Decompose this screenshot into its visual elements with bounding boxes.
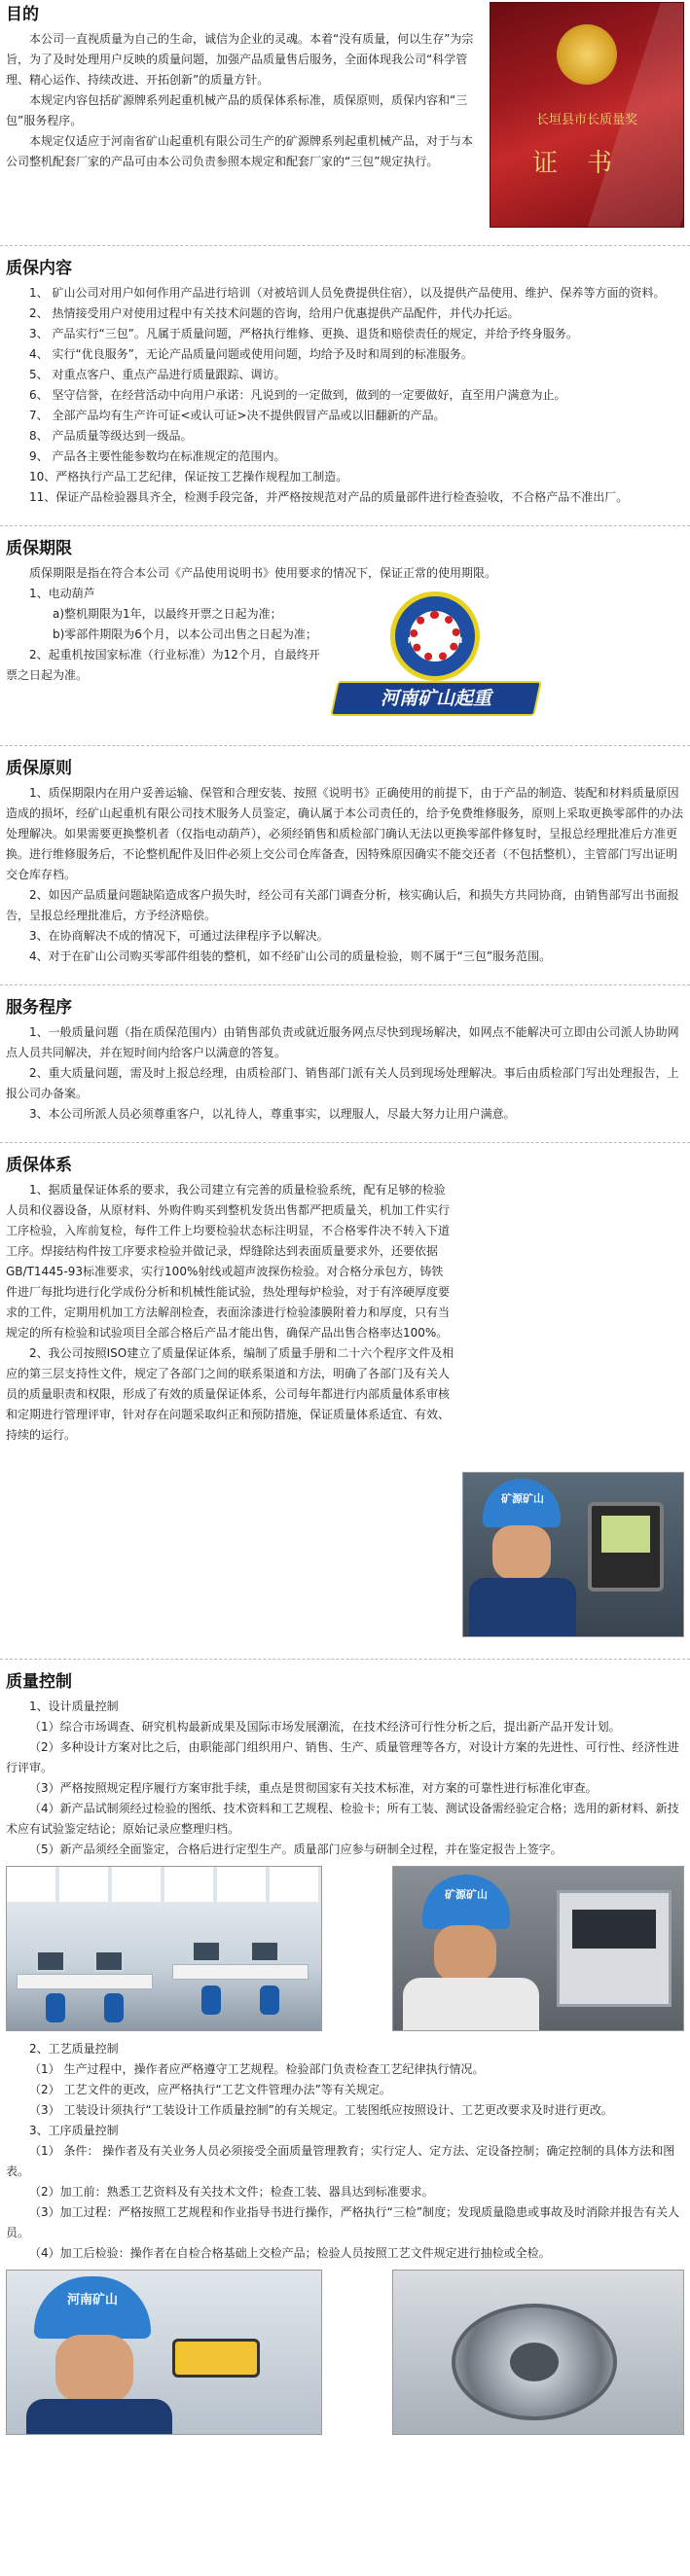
control-title: 质量控制 <box>6 1672 72 1692</box>
purpose-title: 目的 <box>6 5 39 24</box>
office-photo <box>6 1866 322 2031</box>
logo-mini-text: KUANGYUAN <box>407 636 463 645</box>
period-title: 质保期限 <box>6 539 72 558</box>
system-section <box>0 1151 690 1651</box>
procedure-item: 1、一般质量问题（指在质保范围内）由销售部负责或就近服务网点尽快到现场解决，如网点不能解决可立即由公司派人协助网点人员共同解决，并在短时间内给客户以满意的答复。 <box>6 1025 679 1059</box>
content-item: 1、 矿山公司对用户如何作用产品进行培训（对被培训人员免费提供住宿），以及提供产品使用、维护、保养等方面的资料。 <box>29 286 666 300</box>
principle-item: 3、在协商解决不成的情况下，可通过法律程序予以解决。 <box>29 929 329 943</box>
helmet-label: 矿源矿山 <box>501 1492 544 1505</box>
control-subtitle: 2、工艺质量控制 <box>29 2042 119 2056</box>
control-item: （1）综合市场调查、研究机构最新成果及国际市场发展潮流，在技术经济可行性分析之后，提出新产品开发计划。 <box>29 1720 621 1734</box>
period-line: b)零部件期限为6个月，以本公司出售之日起为准； <box>53 627 317 641</box>
control-item: （3） 工装设计须执行“工装设计工作质量控制”的有关规定。工装图纸应按照设计、工艺更改要求及时进行更改。 <box>29 2103 613 2117</box>
procedure-item: 2、重大质量问题，需及时上报总经理，由质检部门、销售部门派有关人员到现场处理解决。事后由质检部门写出处理报告，上报公司办备案。 <box>6 1066 679 1100</box>
content-item: 6、 坚守信誉，在经营活动中向用户承诺：凡说到的一定做到，做到的一定要做好，直至用户满意为止。 <box>29 388 566 402</box>
certificate-image <box>490 2 684 228</box>
photos-row <box>6 2270 684 2435</box>
emblem-icon <box>557 24 617 85</box>
content-item: 7、 全部产品均有生产许可证<或认可证>决不提供假冒产品或以旧翻新的产品。 <box>29 409 446 422</box>
divider <box>0 1142 690 1143</box>
control-item: （1） 条件： 操作者及有关业务人员必须接受全面质量管理教育；实行定人、定方法、定设备控制；确定控制的具体方法和图表。 <box>6 2144 675 2178</box>
divider <box>0 745 690 746</box>
principle-title: 质保原则 <box>6 759 72 778</box>
logo-banner-text: 河南矿山起重 <box>380 688 491 709</box>
control-item: （2）加工前：熟悉工艺资料及有关技术文件；检查工装、器具达到标准要求。 <box>29 2185 434 2199</box>
content-item: 3、 产品实行“三包”。凡属于质量问题，严格执行维修、更换、退货和赔偿责任的规定，并给予终身服务。 <box>29 327 578 340</box>
certificate-caption: 长垣县市长质量奖 <box>535 113 637 127</box>
procedure-title: 服务程序 <box>6 998 72 1018</box>
system-title: 质保体系 <box>6 1156 72 1175</box>
control-section <box>0 1667 690 2452</box>
principle-item: 2、如因产品质量问题缺陷造成客户损失时，经公司有关部门调查分析，核实确认后，和损失方共同协商，由销售部写出书面报告，呈报总经理批准后，方予经济赔偿。 <box>6 888 679 922</box>
control-subtitle: 1、设计质量控制 <box>29 1699 119 1713</box>
purpose-paragraph: 本规定内容包括矿源牌系列起重机械产品的质保体系标准，质保原则，质保内容和“三包”服务程序。 <box>6 93 468 127</box>
period-line: a)整机期限为1年，以最终开票之日起为准； <box>53 607 282 621</box>
content-item: 4、 实行“优良服务”，无论产品质量问题或使用问题，均给予及时和周到的标准服务。 <box>29 347 473 361</box>
content-item: 9、 产品各主要性能参数均在标准规定的范围内。 <box>29 449 286 463</box>
helmet-label: 河南矿山 <box>66 2293 118 2308</box>
content-item: 2、 热情接受用户对使用过程中有关技术问题的咨询，给用户优惠提供产品配件，并代办托运。 <box>29 306 520 320</box>
company-logo <box>334 588 538 724</box>
drum-part-photo <box>392 2270 684 2435</box>
period-section <box>0 534 690 737</box>
control-item: （3）严格按照规定程序履行方案审批手续，重点是贯彻国家有关技术标准，对方案的可靠性进行标准化审查。 <box>29 1781 598 1795</box>
helmet-label: 矿源矿山 <box>445 1888 488 1901</box>
content-item: 8、 产品质量等级达到一级品。 <box>29 429 193 443</box>
control-item: （5）新产品须经全面鉴定，合格后进行定型生产。质量部门应参与研制全过程，并在鉴定报告上签字。 <box>29 1843 563 1856</box>
system-item: 2、我公司按照ISO建立了质量保证体系，编制了质量手册和二十六个程序文件及相应的第三层支持性文件，规定了各部门之间的联系渠道和方法，明确了各部门及有关人员的质量职责和权限，形成了有效的质量保证体系，公司每年都进行内部质量体系审核和定期进行管理评审，针对存在问题采取纠正和预防措施，保证质量体系适宜、有效、持续的运行。 <box>6 1346 454 1442</box>
period-line: 2、起重机按国家标准（行业标准）为12个月，自最终开票之日起为准。 <box>6 648 320 682</box>
worker-photo <box>462 1472 684 1637</box>
content-item: 11、保证产品检验器具齐全，检测手段完备，并严格按规范对产品的质量部件进行检查验收，不合格产品不准出厂。 <box>29 490 629 504</box>
control-subtitle: 3、工序质量控制 <box>29 2124 119 2137</box>
content-title: 质保内容 <box>6 259 72 278</box>
inspector-photo <box>6 2270 322 2435</box>
principle-section <box>0 754 690 977</box>
certificate-word: 证书 <box>531 149 641 178</box>
procedure-item: 3、本公司所派人员必须尊重客户，以礼待人，尊重事实，以理服人，尽最大努力让用户满意。 <box>29 1107 516 1121</box>
control-item: （1） 生产过程中，操作者应严格遵守工艺规程。检验部门负责检查工艺纪律执行情况。 <box>29 2062 485 2076</box>
control-item: （4）加工后检验：操作者在自检合格基础上交检产品；检验人员按照工艺文件规定进行抽检或全检。 <box>29 2246 551 2260</box>
control-item: （3）加工过程：严格按照工艺规程和作业指导书进行操作，严格执行“三检”制度；发现质量隐患或事故及时消除并报告有关人员。 <box>6 2205 680 2239</box>
principle-item: 4、对于在矿山公司购买零部件组装的整机，如不经矿山公司的质量检验，则不属于“三包”服务范围。 <box>29 949 552 963</box>
content-section <box>0 254 690 518</box>
purpose-paragraph: 本公司一直视质量为自己的生命，诚信为企业的灵魂。本着“没有质量，何以生存”为宗旨，为了及时处理用户反映的质量问题，加强产品质量售后服务，全面体现我公司“科学管理、精心运作、持续改进、开拓创新”的质量方针。 <box>6 32 474 87</box>
photos-row <box>6 1866 684 2031</box>
divider <box>0 525 690 526</box>
control-item: （2） 工艺文件的更改，应严格执行“工艺文件管理办法”等有关规定。 <box>29 2083 391 2096</box>
divider <box>0 1659 690 1660</box>
control-item: （2）多种设计方案对比之后，由职能部门组织用户、销售、生产、质量管理等各方，对设计方案的先进性、可行性、经济性进行评审。 <box>6 1740 679 1774</box>
control-item: （4）新产品试制须经过检验的图纸、技术资料和工艺规程、检验卡；所有工装、测试设备需经验定合格；选用的新材料、新技术应有试验鉴定结论；原始记录应整理归档。 <box>6 1802 679 1836</box>
content-item: 10、严格执行产品工艺纪律，保证按工艺操作规程加工制造。 <box>29 470 348 483</box>
divider <box>0 245 690 246</box>
purpose-paragraph: 本规定仅适应于河南省矿山起重机有限公司生产的矿源牌系列起重机械产品，对于与本公司整机配套厂家的产品可由本公司负责参照本规定和配套厂家的“三包”规定执行。 <box>6 134 474 168</box>
principle-item: 1、质保期限内在用户妥善运输、保管和合理安装、按照《说明书》正确使用的前提下，由于产品的制造、装配和材料质量原因造成的损坏，经矿山起重机有限公司技术服务人员鉴定，确认属于本公司责任的，给予免费维修服务，原则上采取更换零部件的办法处理解决。如果需要更换整机者（仅指电动葫芦），必须经销售和质检部门确认无法以更换零部件修复时，呈报总经理批准后方准更换。进行维修服务后，不论整机配件及旧件必须上交公司仓库备查，因特殊原因确实不能交还者（不包括整机），主管部门写出证明交仓库存档。 <box>6 786 684 881</box>
period-intro: 质保期限是指在符合本公司《产品使用说明书》使用要求的情况下，保证正常的使用期限。 <box>29 566 497 580</box>
system-item: 1、据质量保证体系的要求，我公司建立有完善的质量检验系统，配有足够的检验人员和仪器设备，从原材料、外购件购买到整机发货出售都严把质量关，机加工件实行工序检验，入库前复检，每件工件上均要检验状态标注明显，不合格零件决不转入下道工序。焊接结构件按工序要求检验并做记录，焊缝除达到表面质量要求外，还要依据GB/T1445-93标准要求，实行100%射线或超声波探伤检验。对合格分承包方，铸铁件进厂每批均进行化学成份分析和机械性能试验，热处理每炉检验，对于有淬硬厚度要求的工件，定期用机加工方法解剖检查，表面涂漆进行检验漆膜附着力和厚度，只有当规定的所有检验和试验项目全部合格后产品才能出售，确保产品出售合格率达100%。 <box>6 1183 451 1340</box>
procedure-section <box>0 993 690 1134</box>
lab-photo <box>392 1866 684 2031</box>
period-line: 1、电动葫芦 <box>29 587 95 600</box>
content-item: 5、 对重点客户、重点产品进行质量跟踪、调访。 <box>29 368 286 381</box>
purpose-section <box>0 0 690 237</box>
divider <box>0 984 690 985</box>
